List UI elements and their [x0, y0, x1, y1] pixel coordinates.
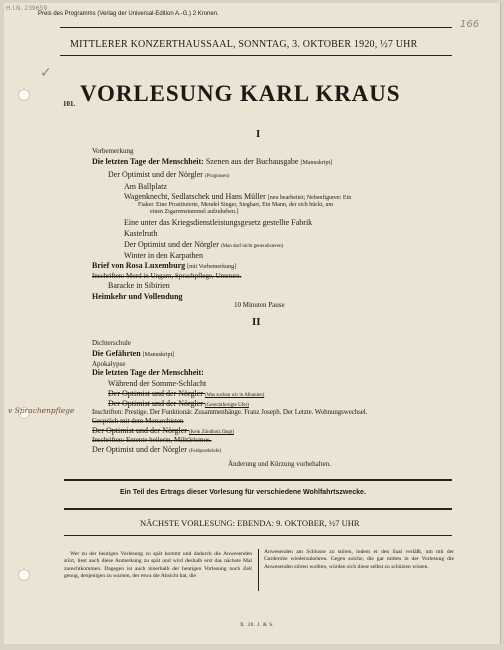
aenderung-note: Änderung und Kürzung vorbehalten.	[228, 460, 332, 468]
pause-note: 10 Minuten Pause	[234, 301, 285, 309]
next-rule	[64, 535, 452, 536]
ertrag-rule-bottom	[64, 508, 452, 510]
monarchisten-struck: Gespräch mit dem Monarchisten	[92, 417, 184, 425]
inschriften-line: Inschriften: Prestige. Der Funktionär. Zusammenhänge. Franz Joseph. Der Letzte. Wohnungswechsel.	[92, 408, 368, 416]
top-rule	[60, 27, 452, 28]
baracke: Baracke in Sibirien	[108, 281, 170, 290]
optimist-zuendholz-struck: Der Optimist und der Nörgler (Kein Zündholz fängt)	[92, 426, 234, 435]
ertrag-note: Ein Teil des Ertrags dieser Vorlesung für verschiedene Wohlfahrtszwecke.	[120, 489, 366, 496]
header-rule	[60, 55, 452, 56]
brief-rosa-luxemburg: Brief von Rosa Luxemburg [mit Vorbemerkung]	[92, 261, 237, 270]
notice-right: Anwesenden am Schlusse zu stören, indem er den Saal verläßt, um mit der Garderobe wiederzukehren. Gegen solche, die gar mitten in der Vorlesung die Anwesenden stören wollten, würden sich diese selbst zu schützen wissen.	[264, 549, 454, 570]
dichterschule: Dichterschule	[92, 339, 131, 347]
folio-number: 166	[460, 19, 480, 30]
pencil-check-mark: ✓	[40, 65, 52, 81]
notice-divider	[258, 549, 259, 591]
wagenknecht-note-2: Fiaker. Eine Prostituierte, Mendel Singer, Sieghart, Ein Mann, der sich bückt, um	[138, 202, 334, 208]
venue-date-line: MITTLERER KONZERTHAUSSAAL, SONNTAG, 3. OKTOBER 1920, ½7 UHR	[70, 39, 418, 50]
vorbemerkung: Vorbemerkung	[92, 147, 134, 155]
karpathen: Winter in den Karpathen	[124, 251, 203, 260]
punch-hole-bottom	[18, 569, 30, 581]
next-lecture: NÄCHSTE VORLESUNG: EBENDA: 9. OKTOBER, ½7 UHR	[140, 518, 360, 528]
heimkehr: Heimkehr und Vollendung	[92, 292, 183, 301]
archive-shelfmark: H.I.N. 239659	[6, 5, 48, 12]
handwritten-margin-note: v Sprachenpflege	[8, 406, 75, 415]
notice-left: Wer zu der heutigen Vorlesung zu spät kommt und dadurch die Anwesenden stört, liest auch diese Anmerkung zu spät und wird deshalb erst das nächste Mal zurechtkommen. Dagegen ist auch innerhalb der heutigen Vorlesung noch Zeit genug, denjenigen zu warnen, der etwa die Absicht hat, die	[64, 551, 252, 580]
fabrik: Eine unter das Kriegsdienstleistungsgesetz gestellte Fabrik	[124, 218, 313, 227]
program-sheet	[4, 3, 501, 644]
inschriften-struck: Inschriften: Mord in Ungarn, Sprachpflege, Umsturz.	[92, 272, 242, 280]
printer-mark: X. 20. J. & S.	[240, 623, 275, 628]
entente-struck: Inschriften: Entente heilerin, Militärismus.	[92, 436, 212, 444]
optimist-feldpost: Der Optimist und der Nörgler (Feldpostbriefe)	[92, 445, 222, 454]
punch-hole-top	[18, 89, 30, 101]
page-title: VORLESUNG KARL KRAUS	[80, 81, 401, 106]
letzte-tage-line: Die letzten Tage der Menschheit: Szenen aus der Buchausgabe [Manuskript]	[92, 157, 333, 166]
ertrag-rule-top	[64, 479, 452, 481]
gefaehrten-line: Die Gefährten [Manuskript]	[92, 349, 175, 358]
letzte-tage-two: Die letzten Tage der Menschheit:	[92, 368, 204, 377]
part-one-numeral: I	[256, 128, 261, 140]
optimist-prognosen: Der Optimist und der Nörgler (Prognosen)	[108, 170, 230, 179]
optimist-ufer-struck: Der Optimist und der Nörgler (Gerechtfertigte Ufer)	[108, 399, 249, 408]
optimist-albanien-struck: Der Optimist und der Nörgler (Was suchen wir in Albanien)	[108, 389, 265, 398]
somme-schlacht: Während der Somme-Schlacht	[108, 379, 207, 388]
kastelruth: Kastelruth	[124, 229, 158, 238]
price-note: Preis des Programms (Verlag der Universal-Edition A.-G.) 2 Kronen.	[38, 11, 219, 17]
wagenknecht-line: Wagenknecht, Sedlatschek und Hans Müller [neu bearbeitet; Nebenfiguren: Ein	[124, 192, 352, 201]
optimist-generalisieren: Der Optimist und der Nörgler (Man darf nicht generalisieren)	[124, 240, 284, 249]
part-two-numeral: II	[252, 316, 261, 328]
apokalypse: Apokalypse	[92, 360, 126, 368]
wagenknecht-note-3: einen Zigarrenstummel aufzuheben.]	[150, 209, 239, 215]
am-ballplatz: Am Ballplatz	[124, 182, 167, 191]
title-number: 101.	[63, 100, 76, 108]
